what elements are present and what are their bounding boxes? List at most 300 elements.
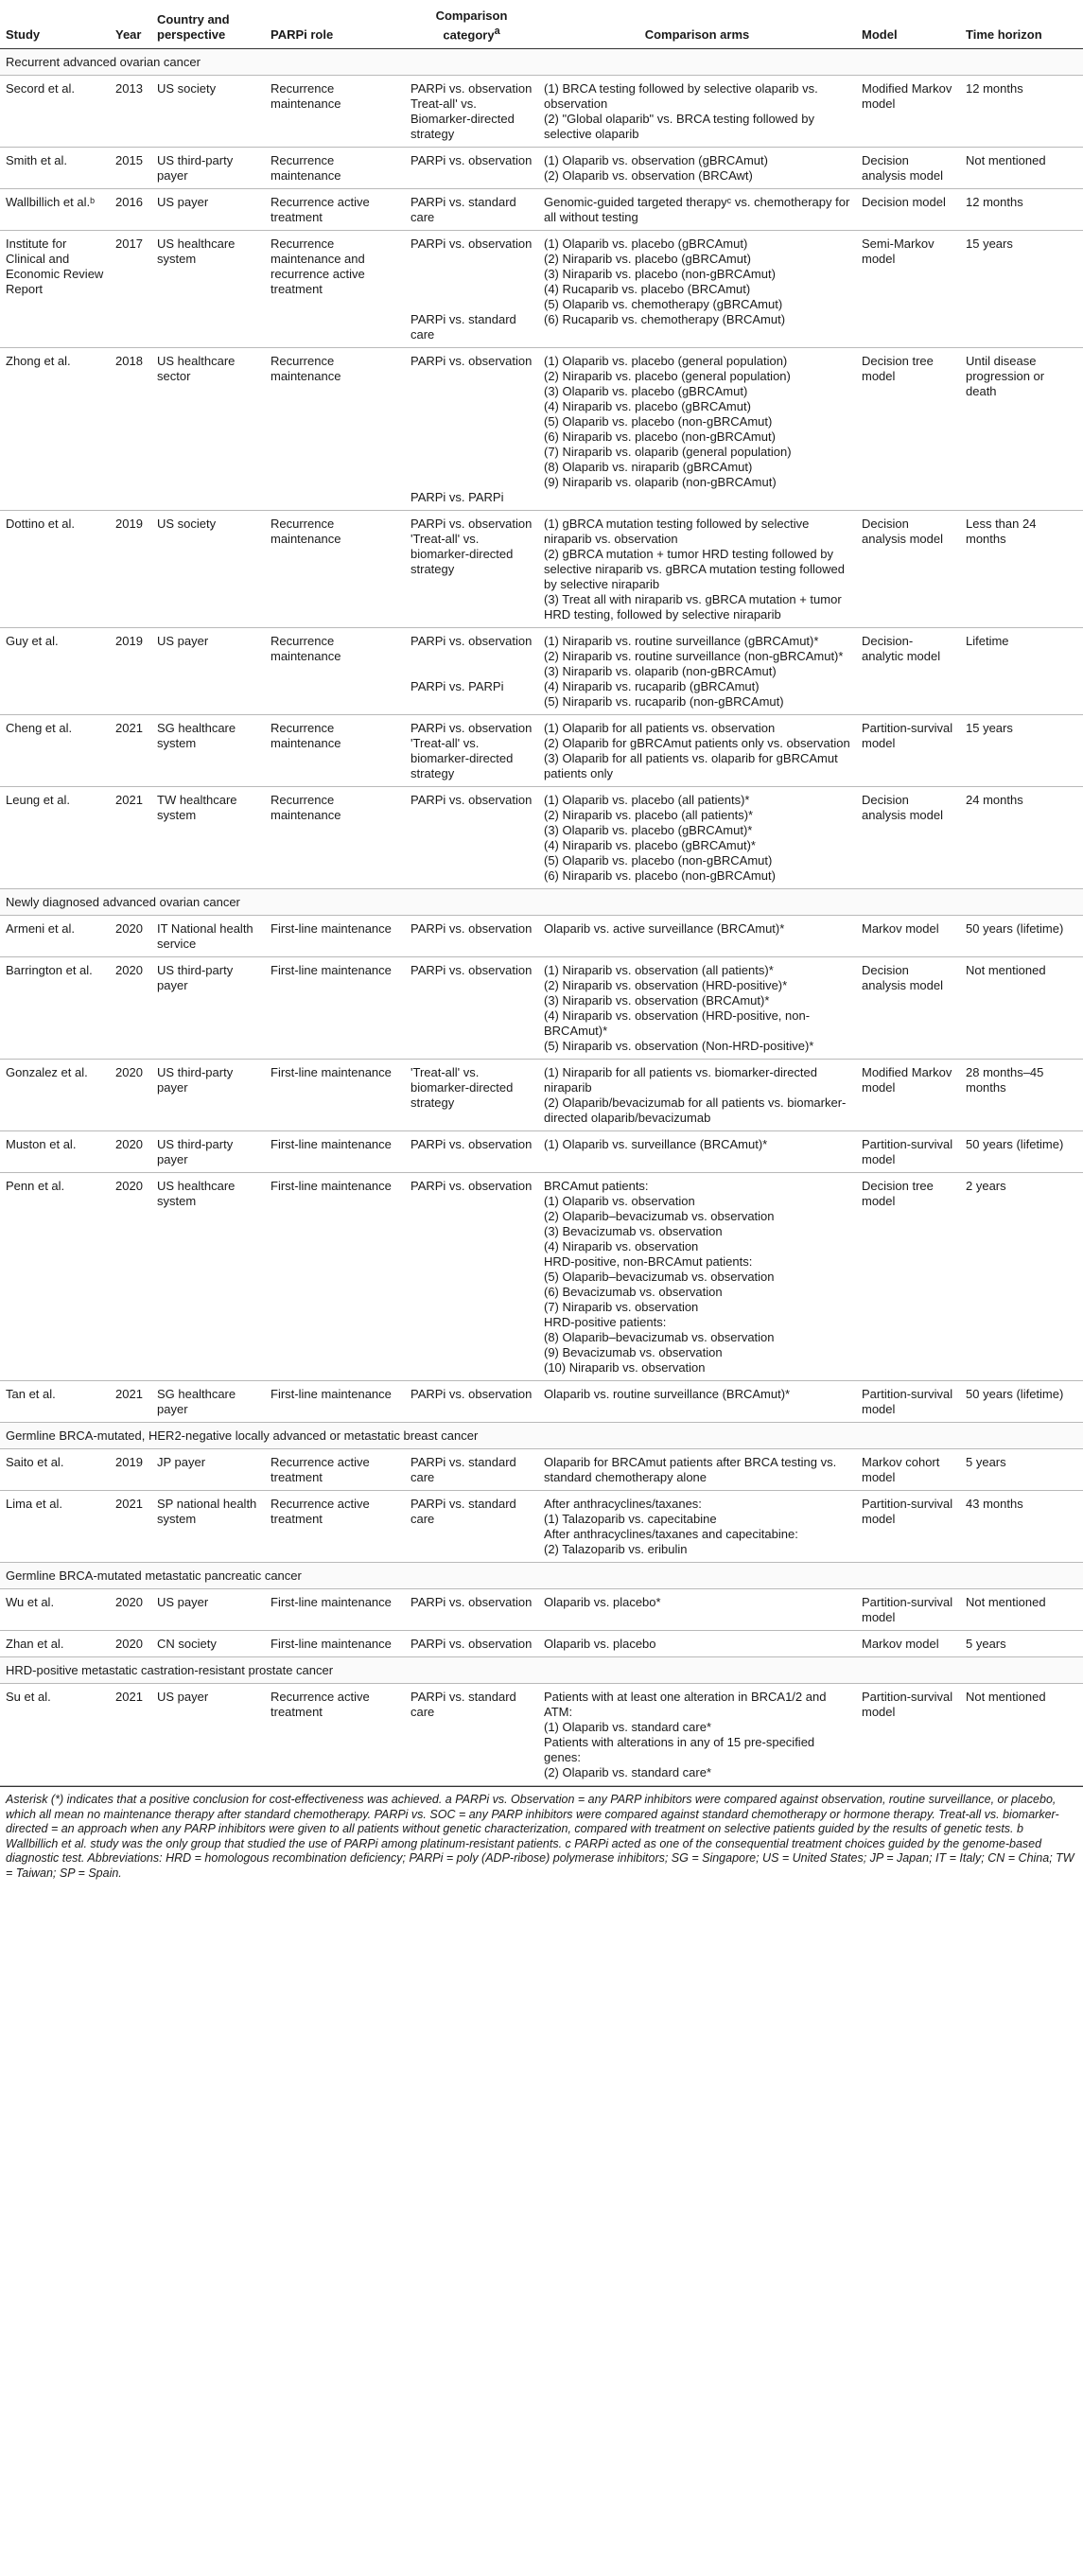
cell-arms: [538, 76, 856, 148]
arms-line: (1) Niraparib for all patients vs. biomarker-directed niraparib: [544, 1065, 817, 1095]
cell-year: 2019: [110, 628, 151, 715]
arms-line: Olaparib vs. active surveillance (BRCAmut)*: [544, 921, 785, 937]
cell-model: Partition-survival model: [856, 1381, 960, 1423]
arms-line: (3) Olaparib vs. placebo (gBRCAmut): [544, 384, 748, 399]
cell-role: First-line maintenance: [265, 1131, 405, 1173]
arms-line: (8) Olaparib vs. niraparib (gBRCAmut): [544, 460, 753, 475]
arms-line: (1) Olaparib vs. placebo (gBRCAmut): [544, 237, 748, 252]
arms-line: (6) Niraparib vs. placebo (non-gBRCAmut): [544, 868, 776, 884]
category-line: PARPi vs. observation: [410, 1137, 533, 1152]
arms-line: (2) Niraparib vs. placebo (all patients)*: [544, 808, 754, 823]
table-row: [0, 348, 1083, 511]
cell-study: Smith et al.: [0, 148, 110, 189]
category-line: [410, 429, 533, 445]
cell-year: 2017: [110, 231, 151, 348]
cell-time: 12 months: [960, 189, 1083, 231]
cell-country: US third-party payer: [151, 1060, 265, 1131]
cell-year: 2020: [110, 957, 151, 1060]
category-line: PARPi vs. standard care: [410, 1497, 516, 1527]
cell-year: 2020: [110, 916, 151, 957]
category-line: [410, 460, 533, 475]
arms-line: (1) Olaparib vs. placebo (all patients)*: [544, 793, 750, 808]
cell-arms: [538, 148, 856, 189]
cell-country: US payer: [151, 1589, 265, 1631]
header-study: Study: [0, 0, 110, 49]
cell-country: US healthcare system: [151, 231, 265, 348]
arms-line: (1) gBRCA mutation testing followed by selective niraparib vs. observation: [544, 517, 810, 547]
cell-role: Recurrence maintenance: [265, 628, 405, 715]
cell-country: US third-party payer: [151, 957, 265, 1060]
cell-arms: [538, 628, 856, 715]
cell-category: [405, 916, 538, 957]
cell-country: US society: [151, 76, 265, 148]
cell-role: Recurrence active treatment: [265, 1684, 405, 1786]
arms-line: (1) Olaparib vs. observation: [544, 1194, 695, 1209]
cell-model: Decision model: [856, 189, 960, 231]
cell-arms: [538, 957, 856, 1060]
section-row: [0, 1563, 1083, 1589]
cell-model: Decision analysis model: [856, 787, 960, 889]
arms-line: After anthracyclines/taxanes:: [544, 1497, 702, 1512]
category-line: [410, 252, 533, 267]
arms-line: (3) Niraparib vs. observation (BRCAmut)*: [544, 993, 770, 1008]
cell-year: 2021: [110, 1684, 151, 1786]
cell-role: Recurrence maintenance: [265, 511, 405, 628]
table-row: [0, 1684, 1083, 1786]
category-line: 'Treat-all' vs. biomarker-directed strategy: [410, 736, 514, 781]
cell-model: Partition-survival model: [856, 1684, 960, 1786]
category-line: PARPi vs. observation: [410, 921, 533, 937]
category-line: [410, 297, 533, 312]
category-line: PARPi vs. observation: [410, 153, 533, 168]
section-row: [0, 49, 1083, 76]
cell-category: [405, 1381, 538, 1423]
category-line: PARPi vs. observation: [410, 81, 533, 96]
arms-line: (4) Niraparib vs. observation: [544, 1239, 699, 1254]
footnote-abbreviations: Abbreviations: HRD = homologous recombination deficiency; PARPi = poly (ADP-ribose) polymerase inhibitors; SG = Singapore; US = United States; JP = Japan; IT = Italy; CN = China; TW = Taiwan; SP = Spain.: [6, 1851, 1074, 1880]
arms-line: (3) Olaparib for all patients vs. olaparib for gBRCAmut patients only: [544, 751, 838, 781]
cell-model: Decision tree model: [856, 1173, 960, 1381]
table-row: [0, 1449, 1083, 1491]
arms-line: HRD-positive, non-BRCAmut patients:: [544, 1254, 753, 1270]
cell-category: [405, 348, 538, 511]
category-line: PARPi vs. observation: [410, 1595, 533, 1610]
cell-category: [405, 628, 538, 715]
cell-time: Not mentioned: [960, 957, 1083, 1060]
cell-role: First-line maintenance: [265, 1631, 405, 1657]
cell-year: 2021: [110, 1381, 151, 1423]
category-line: PARPi vs. observation: [410, 793, 533, 808]
section-title: Recurrent advanced ovarian cancer: [0, 49, 1083, 76]
cell-model: Markov model: [856, 916, 960, 957]
cell-country: TW healthcare system: [151, 787, 265, 889]
cell-arms: [538, 1589, 856, 1631]
cell-model: Modified Markov model: [856, 76, 960, 148]
arms-line: Patients with at least one alteration in BRCA1/2 and ATM:: [544, 1690, 827, 1720]
table-row: [0, 511, 1083, 628]
cell-study: Wu et al.: [0, 1589, 110, 1631]
cell-arms: [538, 511, 856, 628]
arms-line: (6) Niraparib vs. placebo (non-gBRCAmut): [544, 429, 776, 445]
section-title: Germline BRCA-mutated, HER2-negative locally advanced or metastatic breast cancer: [0, 1423, 1083, 1449]
cell-time: 28 months–45 months: [960, 1060, 1083, 1131]
category-line: [410, 445, 533, 460]
cell-country: US third-party payer: [151, 148, 265, 189]
table-header: [0, 0, 1083, 49]
arms-line: (2) Niraparib vs. placebo (gBRCAmut): [544, 252, 751, 267]
cell-study: Cheng et al.: [0, 715, 110, 787]
cell-year: 2019: [110, 511, 151, 628]
cell-study: Gonzalez et al.: [0, 1060, 110, 1131]
category-line: [410, 282, 533, 297]
cell-category: [405, 1131, 538, 1173]
cell-year: 2020: [110, 1131, 151, 1173]
arms-line: (3) Bevacizumab vs. observation: [544, 1224, 723, 1239]
arms-line: (1) Niraparib vs. observation (all patients)*: [544, 963, 774, 978]
cell-study: Guy et al.: [0, 628, 110, 715]
cell-role: Recurrence active treatment: [265, 189, 405, 231]
cell-model: Markov model: [856, 1631, 960, 1657]
arms-line: (2) Olaparib for gBRCAmut patients only vs. observation: [544, 736, 850, 751]
arms-line: (6) Rucaparib vs. chemotherapy (BRCAmut): [544, 312, 786, 327]
table-row: [0, 1060, 1083, 1131]
cell-arms: [538, 715, 856, 787]
arms-line: (2) Niraparib vs. routine surveillance (non-gBRCAmut)*: [544, 649, 844, 664]
category-line: [410, 399, 533, 414]
cell-time: Not mentioned: [960, 1684, 1083, 1786]
header-category-label: Comparison category: [435, 9, 508, 43]
section-title: Germline BRCA-mutated metastatic pancreatic cancer: [0, 1563, 1083, 1589]
arms-line: (6) Bevacizumab vs. observation: [544, 1285, 723, 1300]
footnote-body: a PARPi vs. Observation = any PARP inhibitors were compared against observation, routine surveillance, or placebo, which all mean no maintenance therapy after standard chemotherapy. PARPi vs. SOC = any PARP inhibitors were compared against standard chemotherapy or hormone therapy. Treat-all vs. biomarker-directed = an approach when any PARP inhibitors were given to all patients without genetic characterization, compared with treatment on selective patients guided by the results of genetic tests. b Wallbillich et al. study was the only group that studied the use of PARPi among platinum-resistant patients. c PARPi acted as one of the consequential treatment choices guided by the genome-based diagnostic test.: [6, 1793, 1059, 1866]
arms-line: (1) BRCA testing followed by selective olaparib vs. observation: [544, 81, 818, 112]
cell-arms: [538, 1449, 856, 1491]
table-row: [0, 189, 1083, 231]
cell-role: First-line maintenance: [265, 1589, 405, 1631]
header-time: Time horizon: [960, 0, 1083, 49]
cell-role: Recurrence active treatment: [265, 1491, 405, 1563]
cell-time: 24 months: [960, 787, 1083, 889]
category-line: 'Treat-all' vs. biomarker-directed strategy: [410, 1065, 514, 1111]
arms-line: (2) Talazoparib vs. eribulin: [544, 1542, 688, 1557]
cell-time: 15 years: [960, 715, 1083, 787]
category-line: PARPi vs. PARPi: [410, 679, 504, 694]
arms-line: After anthracyclines/taxanes and capecitabine:: [544, 1527, 798, 1542]
section-row: [0, 1423, 1083, 1449]
cell-category: [405, 715, 538, 787]
cell-time: Not mentioned: [960, 148, 1083, 189]
cell-model: Semi-Markov model: [856, 231, 960, 348]
cell-year: 2020: [110, 1060, 151, 1131]
arms-line: (2) gBRCA mutation + tumor HRD testing followed by selective niraparib vs. gBRCA mutation testing followed by selective niraparib: [544, 547, 845, 592]
arms-line: Olaparib for BRCAmut patients after BRCA testing vs. standard chemotherapy alone: [544, 1455, 837, 1485]
category-line: [410, 649, 533, 664]
cell-study: Armeni et al.: [0, 916, 110, 957]
cell-role: First-line maintenance: [265, 1173, 405, 1381]
arms-line: (3) Niraparib vs. olaparib (non-gBRCAmut): [544, 664, 777, 679]
arms-line: (4) Niraparib vs. observation (HRD-positive, non-BRCAmut)*: [544, 1008, 811, 1039]
cell-category: [405, 957, 538, 1060]
table-row: [0, 916, 1083, 957]
arms-line: (2) Olaparib–bevacizumab vs. observation: [544, 1209, 775, 1224]
cell-study: Wallbillich et al.ᵇ: [0, 189, 110, 231]
category-line: PARPi vs. observation: [410, 963, 533, 978]
category-line: 'Treat-all' vs. biomarker-directed strategy: [410, 532, 514, 577]
table-row: [0, 715, 1083, 787]
arms-line: Olaparib vs. placebo: [544, 1637, 656, 1652]
cell-study: Tan et al.: [0, 1381, 110, 1423]
cell-category: [405, 1449, 538, 1491]
arms-line: BRCAmut patients:: [544, 1179, 649, 1194]
arms-line: (2) Olaparib/bevacizumab for all patients vs. biomarker-directed olaparib/bevacizumab: [544, 1095, 847, 1126]
table-row: [0, 1131, 1083, 1173]
category-line: [410, 267, 533, 282]
cell-time: Less than 24 months: [960, 511, 1083, 628]
cell-category: [405, 76, 538, 148]
cell-arms: [538, 189, 856, 231]
cell-model: Partition-survival model: [856, 1589, 960, 1631]
category-line: PARPi vs. observation: [410, 1387, 533, 1402]
cell-time: 2 years: [960, 1173, 1083, 1381]
cell-country: US third-party payer: [151, 1131, 265, 1173]
cell-model: Decision-analytic model: [856, 628, 960, 715]
cell-time: Lifetime: [960, 628, 1083, 715]
arms-line: (5) Niraparib vs. observation (Non-HRD-positive)*: [544, 1039, 814, 1054]
category-line: PARPi vs. observation: [410, 1179, 533, 1194]
arms-line: (8) Olaparib–bevacizumab vs. observation: [544, 1330, 775, 1345]
category-line: PARPi vs. observation: [410, 721, 533, 736]
cell-time: 43 months: [960, 1491, 1083, 1563]
arms-line: Olaparib vs. placebo*: [544, 1595, 661, 1610]
arms-line: (5) Olaparib vs. placebo (non-gBRCAmut): [544, 853, 773, 868]
cell-country: SP national health system: [151, 1491, 265, 1563]
cell-category: [405, 1589, 538, 1631]
table-row: [0, 148, 1083, 189]
arms-line: (7) Niraparib vs. olaparib (general population): [544, 445, 792, 460]
arms-line: (2) "Global olaparib" vs. BRCA testing followed by selective olaparib: [544, 112, 814, 142]
category-line: [410, 414, 533, 429]
arms-line: HRD-positive patients:: [544, 1315, 667, 1330]
category-line: PARPi vs. observation: [410, 1637, 533, 1652]
cell-time: 5 years: [960, 1631, 1083, 1657]
arms-line: (5) Niraparib vs. rucaparib (non-gBRCAmut): [544, 694, 784, 710]
arms-line: (4) Niraparib vs. placebo (gBRCAmut): [544, 399, 751, 414]
category-line: [410, 664, 533, 679]
footnote-lead: Asterisk (*) indicates that a positive conclusion for cost-effectiveness was achieved.: [6, 1793, 443, 1807]
arms-line: (7) Niraparib vs. observation: [544, 1300, 699, 1315]
arms-line: (5) Olaparib vs. placebo (non-gBRCAmut): [544, 414, 773, 429]
cell-role: First-line maintenance: [265, 916, 405, 957]
arms-line: (4) Niraparib vs. placebo (gBRCAmut)*: [544, 838, 756, 853]
cell-year: 2021: [110, 1491, 151, 1563]
cell-category: [405, 1173, 538, 1381]
cell-time: 12 months: [960, 76, 1083, 148]
cell-model: Decision analysis model: [856, 511, 960, 628]
header-arms: Comparison arms: [538, 0, 856, 49]
cell-study: Dottino et al.: [0, 511, 110, 628]
cell-category: [405, 231, 538, 348]
cell-year: 2021: [110, 787, 151, 889]
cell-role: Recurrence maintenance: [265, 715, 405, 787]
cell-study: Penn et al.: [0, 1173, 110, 1381]
cell-category: [405, 1631, 538, 1657]
arms-line: (2) Niraparib vs. placebo (general population): [544, 369, 791, 384]
header-year: Year: [110, 0, 151, 49]
header-row: [0, 0, 1083, 49]
cell-role: First-line maintenance: [265, 1381, 405, 1423]
cell-year: 2018: [110, 348, 151, 511]
cell-year: 2020: [110, 1589, 151, 1631]
cell-year: 2021: [110, 715, 151, 787]
cell-time: Not mentioned: [960, 1589, 1083, 1631]
table-row: [0, 628, 1083, 715]
cell-category: [405, 787, 538, 889]
table-row: [0, 76, 1083, 148]
category-line: PARPi vs. PARPi: [410, 490, 504, 505]
cell-category: [405, 189, 538, 231]
table-row: [0, 1173, 1083, 1381]
cell-year: 2019: [110, 1449, 151, 1491]
cell-year: 2020: [110, 1173, 151, 1381]
cell-category: [405, 148, 538, 189]
cell-study: Secord et al.: [0, 76, 110, 148]
table-row: [0, 787, 1083, 889]
cell-arms: [538, 787, 856, 889]
section-row: [0, 889, 1083, 916]
cell-model: Decision analysis model: [856, 957, 960, 1060]
category-line: PARPi vs. observation: [410, 354, 533, 369]
arms-line: (3) Olaparib vs. placebo (gBRCAmut)*: [544, 823, 753, 838]
cell-arms: [538, 1684, 856, 1786]
cell-time: 50 years (lifetime): [960, 1381, 1083, 1423]
cell-role: Recurrence maintenance: [265, 348, 405, 511]
table-body: [0, 49, 1083, 1786]
arms-line: (1) Olaparib for all patients vs. observation: [544, 721, 776, 736]
category-line: Treat-all' vs. Biomarker-directed strategy: [410, 96, 515, 142]
cell-study: Barrington et al.: [0, 957, 110, 1060]
arms-line: (5) Olaparib–bevacizumab vs. observation: [544, 1270, 775, 1285]
cell-arms: [538, 1631, 856, 1657]
table-row: [0, 1381, 1083, 1423]
arms-line: Olaparib vs. routine surveillance (BRCAmut)*: [544, 1387, 791, 1402]
arms-line: (1) Olaparib vs. observation (gBRCAmut): [544, 153, 768, 168]
category-line: [410, 384, 533, 399]
category-line: PARPi vs. standard care: [410, 1690, 516, 1720]
category-line: [410, 369, 533, 384]
cell-country: US healthcare sector: [151, 348, 265, 511]
cell-study: Lima et al.: [0, 1491, 110, 1563]
cell-country: SG healthcare payer: [151, 1381, 265, 1423]
category-line: [410, 475, 533, 490]
arms-line: (1) Olaparib vs. surveillance (BRCAmut)*: [544, 1137, 768, 1152]
cell-model: Markov cohort model: [856, 1449, 960, 1491]
cell-role: Recurrence maintenance: [265, 787, 405, 889]
cell-arms: [538, 1131, 856, 1173]
arms-line: (4) Rucaparib vs. placebo (BRCAmut): [544, 282, 751, 297]
category-line: PARPi vs. observation: [410, 237, 533, 252]
header-model: Model: [856, 0, 960, 49]
cell-country: CN society: [151, 1631, 265, 1657]
cell-role: Recurrence maintenance: [265, 76, 405, 148]
cell-arms: [538, 1381, 856, 1423]
cell-model: Modified Markov model: [856, 1060, 960, 1131]
arms-line: (1) Olaparib vs. standard care*: [544, 1720, 712, 1735]
table-row: [0, 1589, 1083, 1631]
table-footnote: [0, 1786, 1083, 1881]
cell-model: Partition-survival model: [856, 1131, 960, 1173]
header-category: [405, 0, 538, 49]
cell-category: [405, 1060, 538, 1131]
table-row: [0, 1491, 1083, 1563]
cell-time: 50 years (lifetime): [960, 1131, 1083, 1173]
arms-line: (2) Olaparib vs. observation (BRCAwt): [544, 168, 753, 184]
table-row: [0, 231, 1083, 348]
cell-study: Zhong et al.: [0, 348, 110, 511]
cell-country: JP payer: [151, 1449, 265, 1491]
cell-time: 5 years: [960, 1449, 1083, 1491]
cell-arms: [538, 1060, 856, 1131]
arms-line: (2) Olaparib vs. standard care*: [544, 1765, 712, 1780]
cell-country: US healthcare system: [151, 1173, 265, 1381]
section-row: [0, 1657, 1083, 1684]
cell-study: Muston et al.: [0, 1131, 110, 1173]
category-line: PARPi vs. observation: [410, 517, 533, 532]
cell-study: Saito et al.: [0, 1449, 110, 1491]
cell-study: Zhan et al.: [0, 1631, 110, 1657]
cell-model: Partition-survival model: [856, 1491, 960, 1563]
cell-country: US society: [151, 511, 265, 628]
cell-time: 50 years (lifetime): [960, 916, 1083, 957]
cell-arms: [538, 1491, 856, 1563]
arms-line: (3) Niraparib vs. placebo (non-gBRCAmut): [544, 267, 776, 282]
arms-line: (3) Treat all with niraparib vs. gBRCA mutation + tumor HRD testing, followed by selective niraparib: [544, 592, 842, 622]
cell-year: 2013: [110, 76, 151, 148]
table-row: [0, 1631, 1083, 1657]
cell-year: 2020: [110, 1631, 151, 1657]
category-line: PARPi vs. standard care: [410, 312, 516, 342]
cell-country: US payer: [151, 628, 265, 715]
arms-line: (5) Olaparib vs. chemotherapy (gBRCAmut): [544, 297, 783, 312]
arms-line: (9) Bevacizumab vs. observation: [544, 1345, 723, 1360]
arms-line: Genomic-guided targeted therapyᶜ vs. chemotherapy for all without testing: [544, 195, 850, 225]
arms-line: (1) Talazoparib vs. capecitabine: [544, 1512, 717, 1527]
section-title: HRD-positive metastatic castration-resistant prostate cancer: [0, 1657, 1083, 1684]
arms-line: (9) Niraparib vs. olaparib (non-gBRCAmut): [544, 475, 777, 490]
cell-category: [405, 1491, 538, 1563]
cell-arms: [538, 348, 856, 511]
cell-role: Recurrence maintenance: [265, 148, 405, 189]
cell-time: 15 years: [960, 231, 1083, 348]
cell-role: Recurrence active treatment: [265, 1449, 405, 1491]
cell-country: SG healthcare system: [151, 715, 265, 787]
cell-study: Leung et al.: [0, 787, 110, 889]
cell-country: IT National health service: [151, 916, 265, 957]
cell-arms: [538, 1173, 856, 1381]
arms-line: (1) Niraparib vs. routine surveillance (gBRCAmut)*: [544, 634, 819, 649]
arms-line: (10) Niraparib vs. observation: [544, 1360, 706, 1376]
arms-line: (1) Olaparib vs. placebo (general population): [544, 354, 788, 369]
cell-study: Institute for Clinical and Economic Review Report: [0, 231, 110, 348]
cell-role: First-line maintenance: [265, 1060, 405, 1131]
cell-country: US payer: [151, 189, 265, 231]
cell-category: [405, 1684, 538, 1786]
section-title: Newly diagnosed advanced ovarian cancer: [0, 889, 1083, 916]
arms-line: (2) Niraparib vs. observation (HRD-positive)*: [544, 978, 788, 993]
cell-study: Su et al.: [0, 1684, 110, 1786]
cell-year: 2015: [110, 148, 151, 189]
cell-arms: [538, 916, 856, 957]
category-line: PARPi vs. standard care: [410, 195, 516, 225]
